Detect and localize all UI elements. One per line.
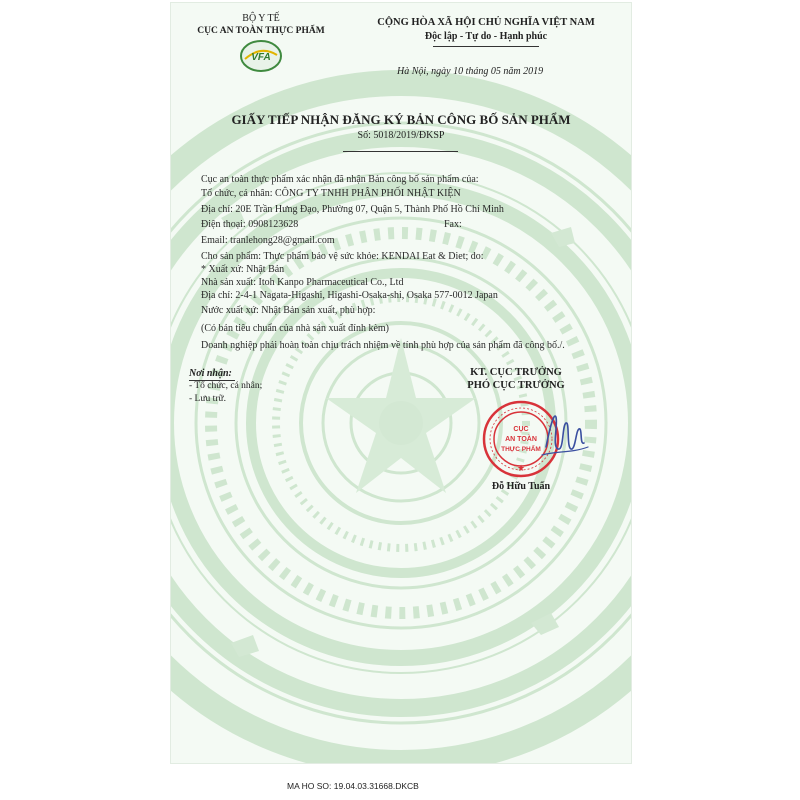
body-line-email: Email: tranlehong28@gmail.com <box>201 235 335 246</box>
document-sheet <box>170 2 632 764</box>
body-line-country-origin: Nước xuất xứ: Nhật Bản sản xuất, phù hợp: <box>201 305 376 316</box>
vfa-logo-text: VFA <box>251 52 271 63</box>
body-line-responsibility: Doanh nghiệp phải hoàn toàn chịu trách nhiệm về tính phù hợp của sản phẩm đã công bố./. <box>201 340 565 351</box>
handwritten-signature <box>536 407 596 462</box>
ministry-name: BỘ Y TẾ <box>242 13 280 24</box>
document-number: Số: 5018/2019/ĐKSP <box>357 130 445 141</box>
title-underline <box>343 151 458 152</box>
document-content <box>171 3 631 763</box>
national-motto: Độc lập - Tự do - Hạnh phúc <box>424 31 548 42</box>
agency-name: CỤC AN TOÀN THỰC PHẨM <box>197 26 325 36</box>
recipient-item: - Tổ chức, cá nhân; <box>189 381 263 391</box>
recipient-item: - Lưu trữ. <box>189 394 226 404</box>
body-line-manufacturer: Nhà sản xuất: Itoh Kanpo Pharmaceutical Co., Ltd <box>201 277 404 288</box>
country-name: CỘNG HÒA XÃ HỘI CHỦ NGHĨA VIỆT NAM <box>377 17 595 28</box>
body-line-origin: * Xuất xứ: Nhật Bản <box>201 264 285 275</box>
signature-title-1: KT. CỤC TRƯỞNG <box>470 367 562 378</box>
recipients-heading: Nơi nhận: <box>189 368 232 379</box>
stamp-text: THỰC PHẨM <box>501 446 541 453</box>
body-line-intro: Cục an toàn thực phẩm xác nhận đã nhận Bản công bố sản phẩm của: <box>201 174 479 185</box>
stamp-text: AN TOÀN <box>505 436 537 443</box>
body-line-manufacturer-address: Địa chỉ: 2-4-1 Nagata-Higashi, Higashi-Osaka-shi, Osaka 577-0012 Japan <box>201 290 498 301</box>
vfa-logo <box>239 39 283 73</box>
signer-name: Đỗ Hữu Tuấn <box>491 481 551 492</box>
body-line-phone: Điện thoại: 0908123628 <box>201 219 299 230</box>
body-line-organization: Tổ chức, cá nhân: CÔNG TY TNHH PHÂN PHỐI NHẬT KIỆN <box>201 188 461 199</box>
motto-underline <box>433 46 539 47</box>
place-date: Hà Nội, ngày 10 tháng 05 năm 2019 <box>397 66 544 77</box>
signature-title-2: PHÓ CỤC TRƯỞNG <box>467 380 565 391</box>
dossier-code: MA HO SO: 19.04.03.31668.DKCB <box>287 781 419 791</box>
body-line-product: Cho sản phẩm: Thực phẩm bảo vệ sức khỏe: KENDAI Eat & Diet; do: <box>201 251 484 262</box>
svg-text:★: ★ <box>516 463 526 473</box>
document-title: GIẤY TIẾP NHẬN ĐĂNG KÝ BẢN CÔNG BỐ SẢN PHẨM <box>231 112 571 127</box>
body-line-attachment: (Có bản tiêu chuẩn của nhà sản xuất đính kèm) <box>201 323 389 334</box>
stamp-text: CỤC <box>513 426 529 433</box>
fax-label: Fax: <box>444 219 462 230</box>
body-line-address: Địa chỉ: 20E Trần Hưng Đạo, Phường 07, Quận 5, Thành Phố Hồ Chí Minh <box>201 204 504 215</box>
